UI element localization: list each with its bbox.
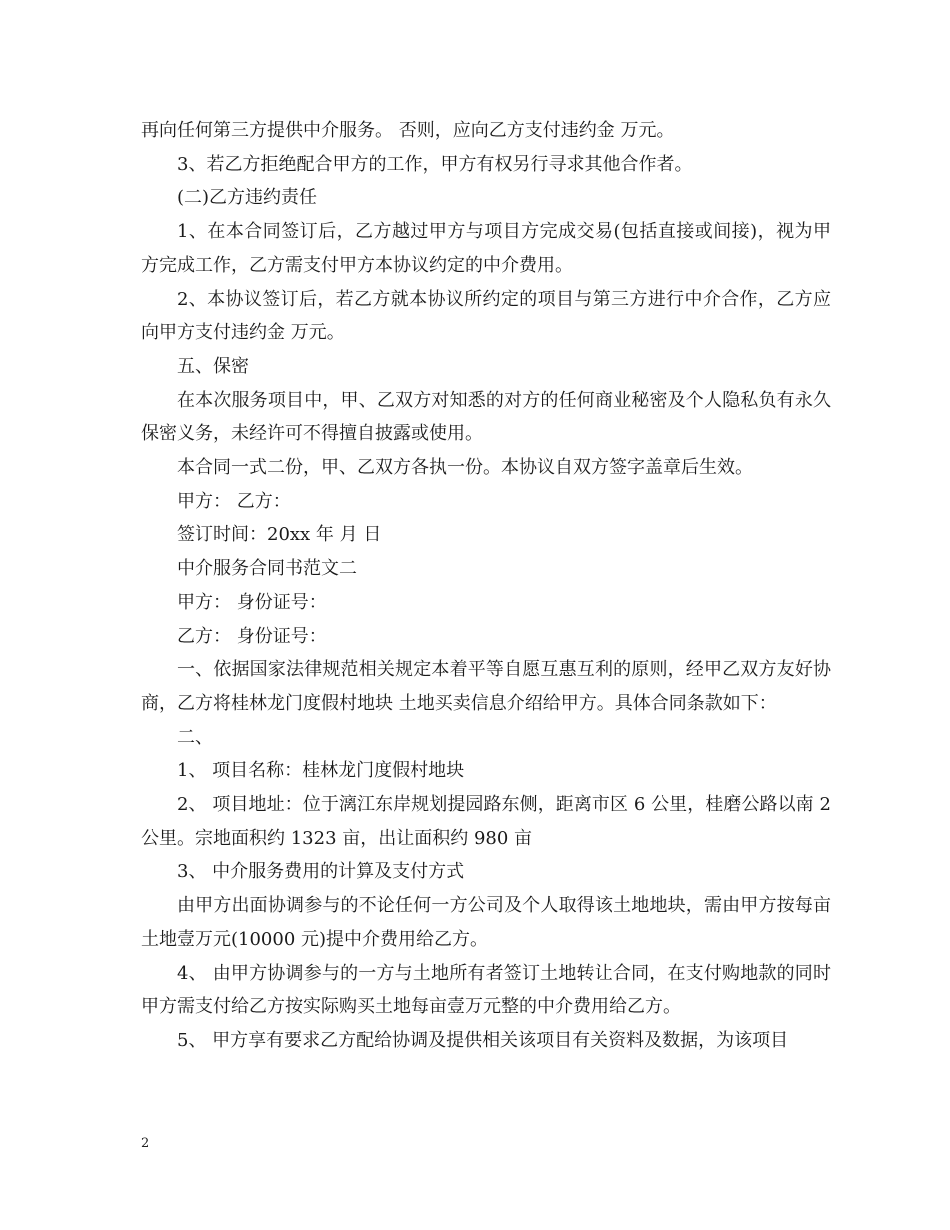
- party-b-id-line: 乙方： 身份证号：: [177, 625, 327, 647]
- signing-date-line: 签订时间：20xx 年 月 日: [177, 524, 382, 546]
- paragraph-21: 5、 甲方享有要求乙方配给协调及提供相关该项目有关资料及数据，为该项目: [177, 1029, 789, 1051]
- document-body: [141, 114, 831, 1058]
- party-a-id-line: 甲方： 身份证号：: [177, 591, 327, 613]
- fee-calculation-item: 3、 中介服务费用的计算及支付方式: [177, 861, 465, 883]
- section-heading-confidentiality: 五、保密: [177, 355, 249, 377]
- paragraph-20: 4、 由甲方协调参与的一方与土地所有者签订土地转让合同，在支付购地款的同时甲方需支付给乙方按实际购买土地每亩壹万元整的中介费用给乙方。: [141, 962, 831, 1018]
- project-address-item: 2、 项目地址：位于漓江东岸规划提园路东侧，距离市区 6 公里，桂磨公路以南 2 公里。宗地面积约 1323 亩，出让面积约 980 亩: [141, 794, 831, 849]
- signature-line: 甲方： 乙方：: [177, 490, 291, 512]
- section-heading-party-b-liability: (二)乙方违约责任: [177, 187, 318, 209]
- paragraph-19: 由甲方出面协调参与的不论任何一方公司及个人取得该土地地块，需由甲方按每亩土地壹万元(10000 元)提中介费用给乙方。: [141, 895, 831, 950]
- paragraph-4: 1、在本合同签订后，乙方越过甲方与项目方完成交易(包括直接或间接)，视为甲方完成工作，乙方需支付甲方本协议约定的中介费用。: [141, 221, 831, 276]
- paragraph-2: 3、若乙方拒绝配合甲方的工作，甲方有权另行寻求其他合作者。: [177, 153, 693, 175]
- paragraph-7: 在本次服务项目中，甲、乙双方对知悉的对方的任何商业秘密及个人隐私负有永久保密义务，未经许可不得擅自披露或使用。: [141, 389, 831, 445]
- paragraph-1: 再向任何第三方提供中介服务。 否则，应向乙方支付违约金 万元。: [141, 120, 675, 141]
- section-heading-two: 二、: [177, 726, 213, 748]
- sample-title: 中介服务合同书范文二: [177, 558, 357, 580]
- paragraph-5: 2、本协议签订后，若乙方就本协议所约定的项目与第三方进行中介合作，乙方应向甲方支付违约金 万元。: [141, 288, 831, 344]
- paragraph-8: 本合同一式二份，甲、乙双方各执一份。本协议自双方签字盖章后生效。: [177, 457, 753, 479]
- project-name-item: 1、 项目名称：桂林龙门度假村地块: [177, 760, 465, 782]
- paragraph-14: 一、依据国家法律规范相关规定本着平等自愿互惠互利的原则，经甲乙双方友好协商，乙方将桂林龙门度假村地块 土地买卖信息介绍给甲方。具体合同条款如下：: [141, 659, 831, 714]
- page-number: 2: [141, 1136, 150, 1151]
